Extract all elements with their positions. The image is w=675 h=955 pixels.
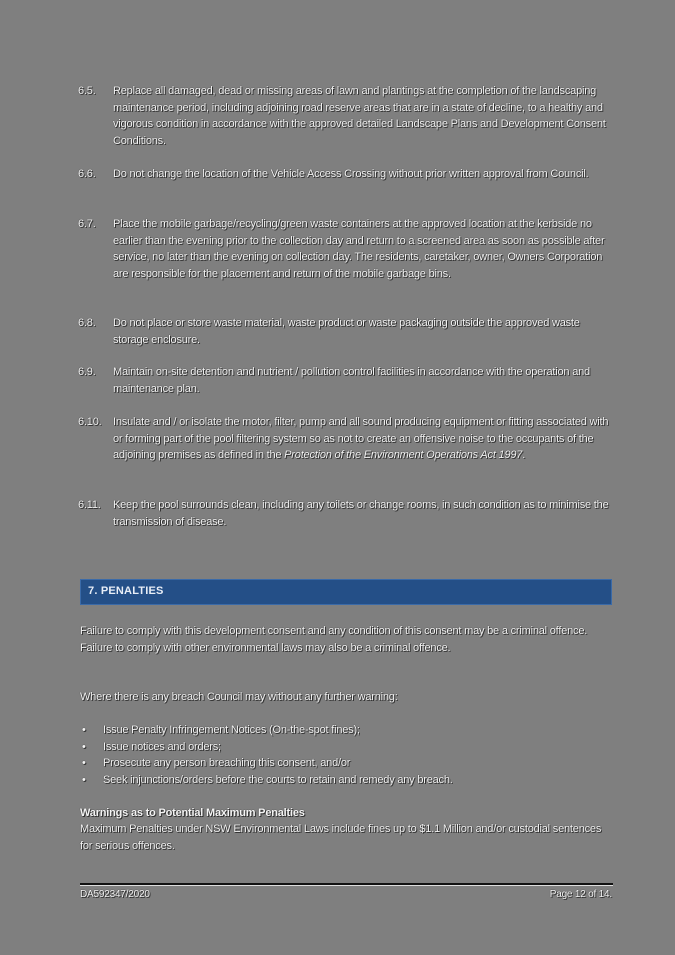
condition-text: Replace all damaged, dead or missing areas of lawn and plantings at the completion of the landscaping maintenance period, including adjoining road reserve areas that are in a state of decline, to a healthy and vigorous condition in accordance with the approved detailed Landscape Plans and Development Consent Conditions. (113, 85, 606, 147)
list-item (80, 739, 615, 756)
condition-6-11 (78, 497, 616, 530)
condition-6-9 (78, 364, 616, 397)
condition-text: Keep the pool surrounds clean, including any toilets or change rooms, in such condition as to minimise the transmission of disease. (113, 499, 609, 528)
bullet-icon: • (82, 757, 86, 769)
condition-text: Do not change the location of the Vehicle Access Crossing without prior written approval from Council. (113, 168, 589, 180)
list-item (80, 772, 615, 789)
condition-6-10 (78, 414, 616, 464)
warnings-text: Maximum Penalties under NSW Environmental Laws include fines up to $1.1 Million and/or custodial sentences for serious offences. (80, 823, 602, 852)
bullet-icon: • (82, 740, 86, 753)
condition-6-8 (78, 315, 616, 348)
condition-number: 6.10. (78, 416, 102, 428)
condition-text: Maintain on-site detention and nutrient / pollution control facilities in accordance with the operation and maintenance plan. (113, 366, 590, 395)
list-item-text: Issue notices and orders; (103, 740, 221, 753)
condition-number: 6.11. (78, 499, 101, 511)
condition-number: 6.6. (78, 168, 96, 180)
condition-6-5 (78, 83, 616, 149)
condition-number: 6.7. (78, 218, 96, 230)
list-item-text: Issue Penalty Infringement Notices (On-the-spot fines); (103, 724, 360, 736)
condition-text (113, 414, 616, 464)
warnings-title: Warnings as to Potential Maximum Penalties (80, 807, 305, 819)
bullet-icon: • (82, 724, 86, 736)
condition-number: 6.9. (78, 366, 96, 378)
list-item (80, 755, 615, 772)
condition-text-tail: . (522, 449, 526, 461)
condition-text-main: Insulate and / or isolate the motor, filter, pump and all sound producing equipment or fitting associated with or forming part of the pool filtering system so as not to create an offensive noise to the occupants of the adjoining premises as defined in the (113, 416, 609, 461)
condition-6-6 (78, 166, 616, 183)
footer-page-number: Page 12 of 14. (549, 889, 612, 900)
section-heading: 7. PENALTIES (88, 585, 164, 597)
breach-lead: Where there is any breach Council may without any further warning: (80, 691, 398, 703)
condition-number: 6.5. (78, 85, 96, 97)
list-item (80, 722, 615, 739)
footer-divider (80, 883, 613, 886)
penalties-intro: Failure to comply with this development consent and any condition of this consent may be a criminal offence. Failure to comply with other environmental laws may also be a criminal offence. (80, 625, 588, 654)
list-item-text: Seek injunctions/orders before the courts to retain and remedy any breach. (103, 773, 453, 786)
condition-6-7 (78, 216, 616, 282)
condition-text: Place the mobile garbage/recycling/green waste containers at the approved location at the kerbside no earlier than the evening prior to the collection day and return to a screened area as soon as possible after service, no later than the evening on collection day. The residents, caretaker, owner, Owners Corporation are responsible for the placement and return of the mobile garbage bins. (113, 218, 605, 280)
bullet-icon: • (82, 773, 86, 786)
section-header-bar (80, 579, 612, 605)
condition-number: 6.8. (78, 317, 96, 329)
act-title: Protection of the Environment Operations Act 1997 (284, 449, 523, 461)
condition-text: Do not place or store waste material, waste product or waste packaging outside the approved waste storage enclosure. (113, 317, 580, 346)
list-item-text: Prosecute any person breaching this consent, and/or (103, 757, 351, 769)
footer-reference: DA592347/2020 (80, 889, 150, 900)
penalty-actions-list (80, 722, 615, 788)
